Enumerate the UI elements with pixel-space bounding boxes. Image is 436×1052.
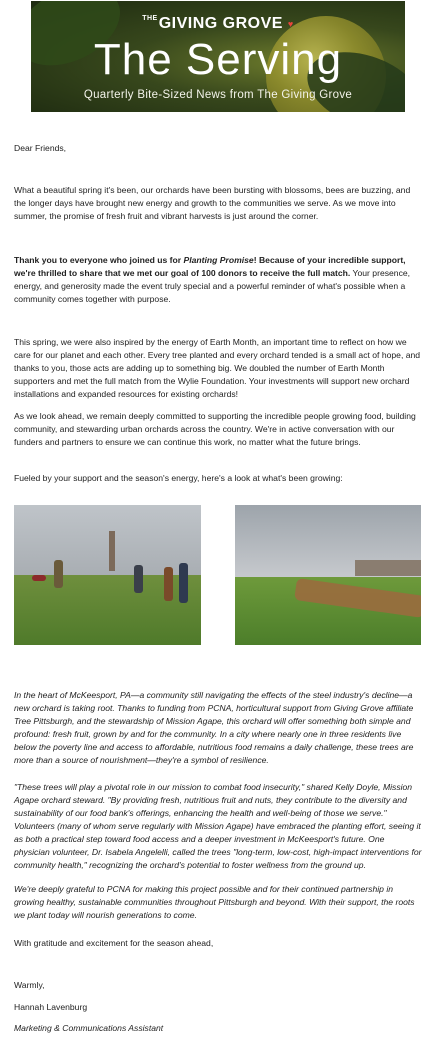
greeting: Dear Friends, <box>14 143 67 153</box>
story-paragraph-1: In the heart of McKeesport, PA—a community still navigating the effects of the steel industry's decline—a new orchard is taking root. Thanks to funding from PCNA, horticultural support from Giving Grove affiliate Tree Pittsburgh, and the stewardship of Mission Agape, this orchard will offer something both simple and profound: fresh fruit, grown by and for the community. In a city where nearly one in three residents live below the poverty line and access to affordable, nutritious food remains a daily challenge, these trees are more than a source of nourishment—they're a symbol of resilience. <box>14 690 414 765</box>
brand-logo: $^{THE}$GIVING GROVE ♥ <box>142 15 294 32</box>
intro-paragraph: What a beautiful spring it's been, our orchards have been bursting with blossoms, bees are buzzing, and the longer days have brought new energy and growth to the communities we serve. As we move into summer, the promise of fresh fruit and vibrant harvests is just around the corner. <box>14 185 411 221</box>
story-paragraph-2: "These trees will play a pivotal role in our mission to combat food insecurity," shared Kelly Doyle, Mission Agape orchard steward. "By providing fresh, nutritious fruit and nuts, they contribute to the diversity and sustainability of our food bank's offerings, enhancing the health and well-being of those we serve." Volunteers (many of whom serve regularly with Mission Agape) have embraced the planting effort, seeing it as both a practical step toward food access and a deeper investment in McKeesport's future. One physician volunteer, Dr. Isabela Angelelli, called the trees "long-term, low-cost, high-impact interventions for community health," recognizing the orchard's potential to foster wellness from the ground up. <box>14 782 422 870</box>
orchard-site-photo <box>235 505 421 645</box>
newsletter-title: The Serving <box>93 35 343 84</box>
signature-title: Marketing & Communications Assistant <box>14 1023 164 1033</box>
sign-off: Warmly, <box>14 980 45 990</box>
earth-month-paragraph: This spring, we were also inspired by the energy of Earth Month, an important time to reflect on how we care for our planet and each other. Every tree planted and every orchard tended is a small act of hope, and thanks to you, those acts are adding up to something big. We doubled the number of Earth Month supporters and met the full match from the Wylie Foundation. Your investments will support new orchard installations and expanded resources for existing orchards! <box>14 337 421 399</box>
newsletter-banner <box>31 1 405 112</box>
signature-name: Hannah Lavenburg <box>14 1002 88 1012</box>
closing-line: With gratitude and excitement for the season ahead, <box>14 938 214 948</box>
heart-icon: ♥ <box>287 19 294 29</box>
lead-in-paragraph: Fueled by your support and the season's energy, here's a look at what's been growing: <box>14 473 343 483</box>
newsletter-subtitle: Quarterly Bite-Sized News from The Giving Grove <box>83 89 353 101</box>
thank-you-paragraph: Thank you to everyone who joined us for Planting Promise! Because of your incredible support, we're thrilled to share that we met our goal of 100 donors to receive the full match. Your presence, energy, and generosity made the event truly special and a powerful reminder of what's possible when a community comes together with purpose. <box>14 255 411 304</box>
story-paragraph-3: We're deeply grateful to PCNA for making this project possible and for their continued partnership in growing healthy, sustainable communities throughout Pittsburgh and beyond. With their support, the roots we plant today will nourish generations to come. <box>14 884 415 920</box>
commitment-paragraph: As we look ahead, we remain deeply committed to supporting the incredible people growing food, building community, and stewarding urban orchards across the country. We're in active conversation with our funders and partners to ensure we can continue this work, no matter what the future brings. <box>14 411 416 447</box>
planting-event-photo <box>14 505 201 645</box>
